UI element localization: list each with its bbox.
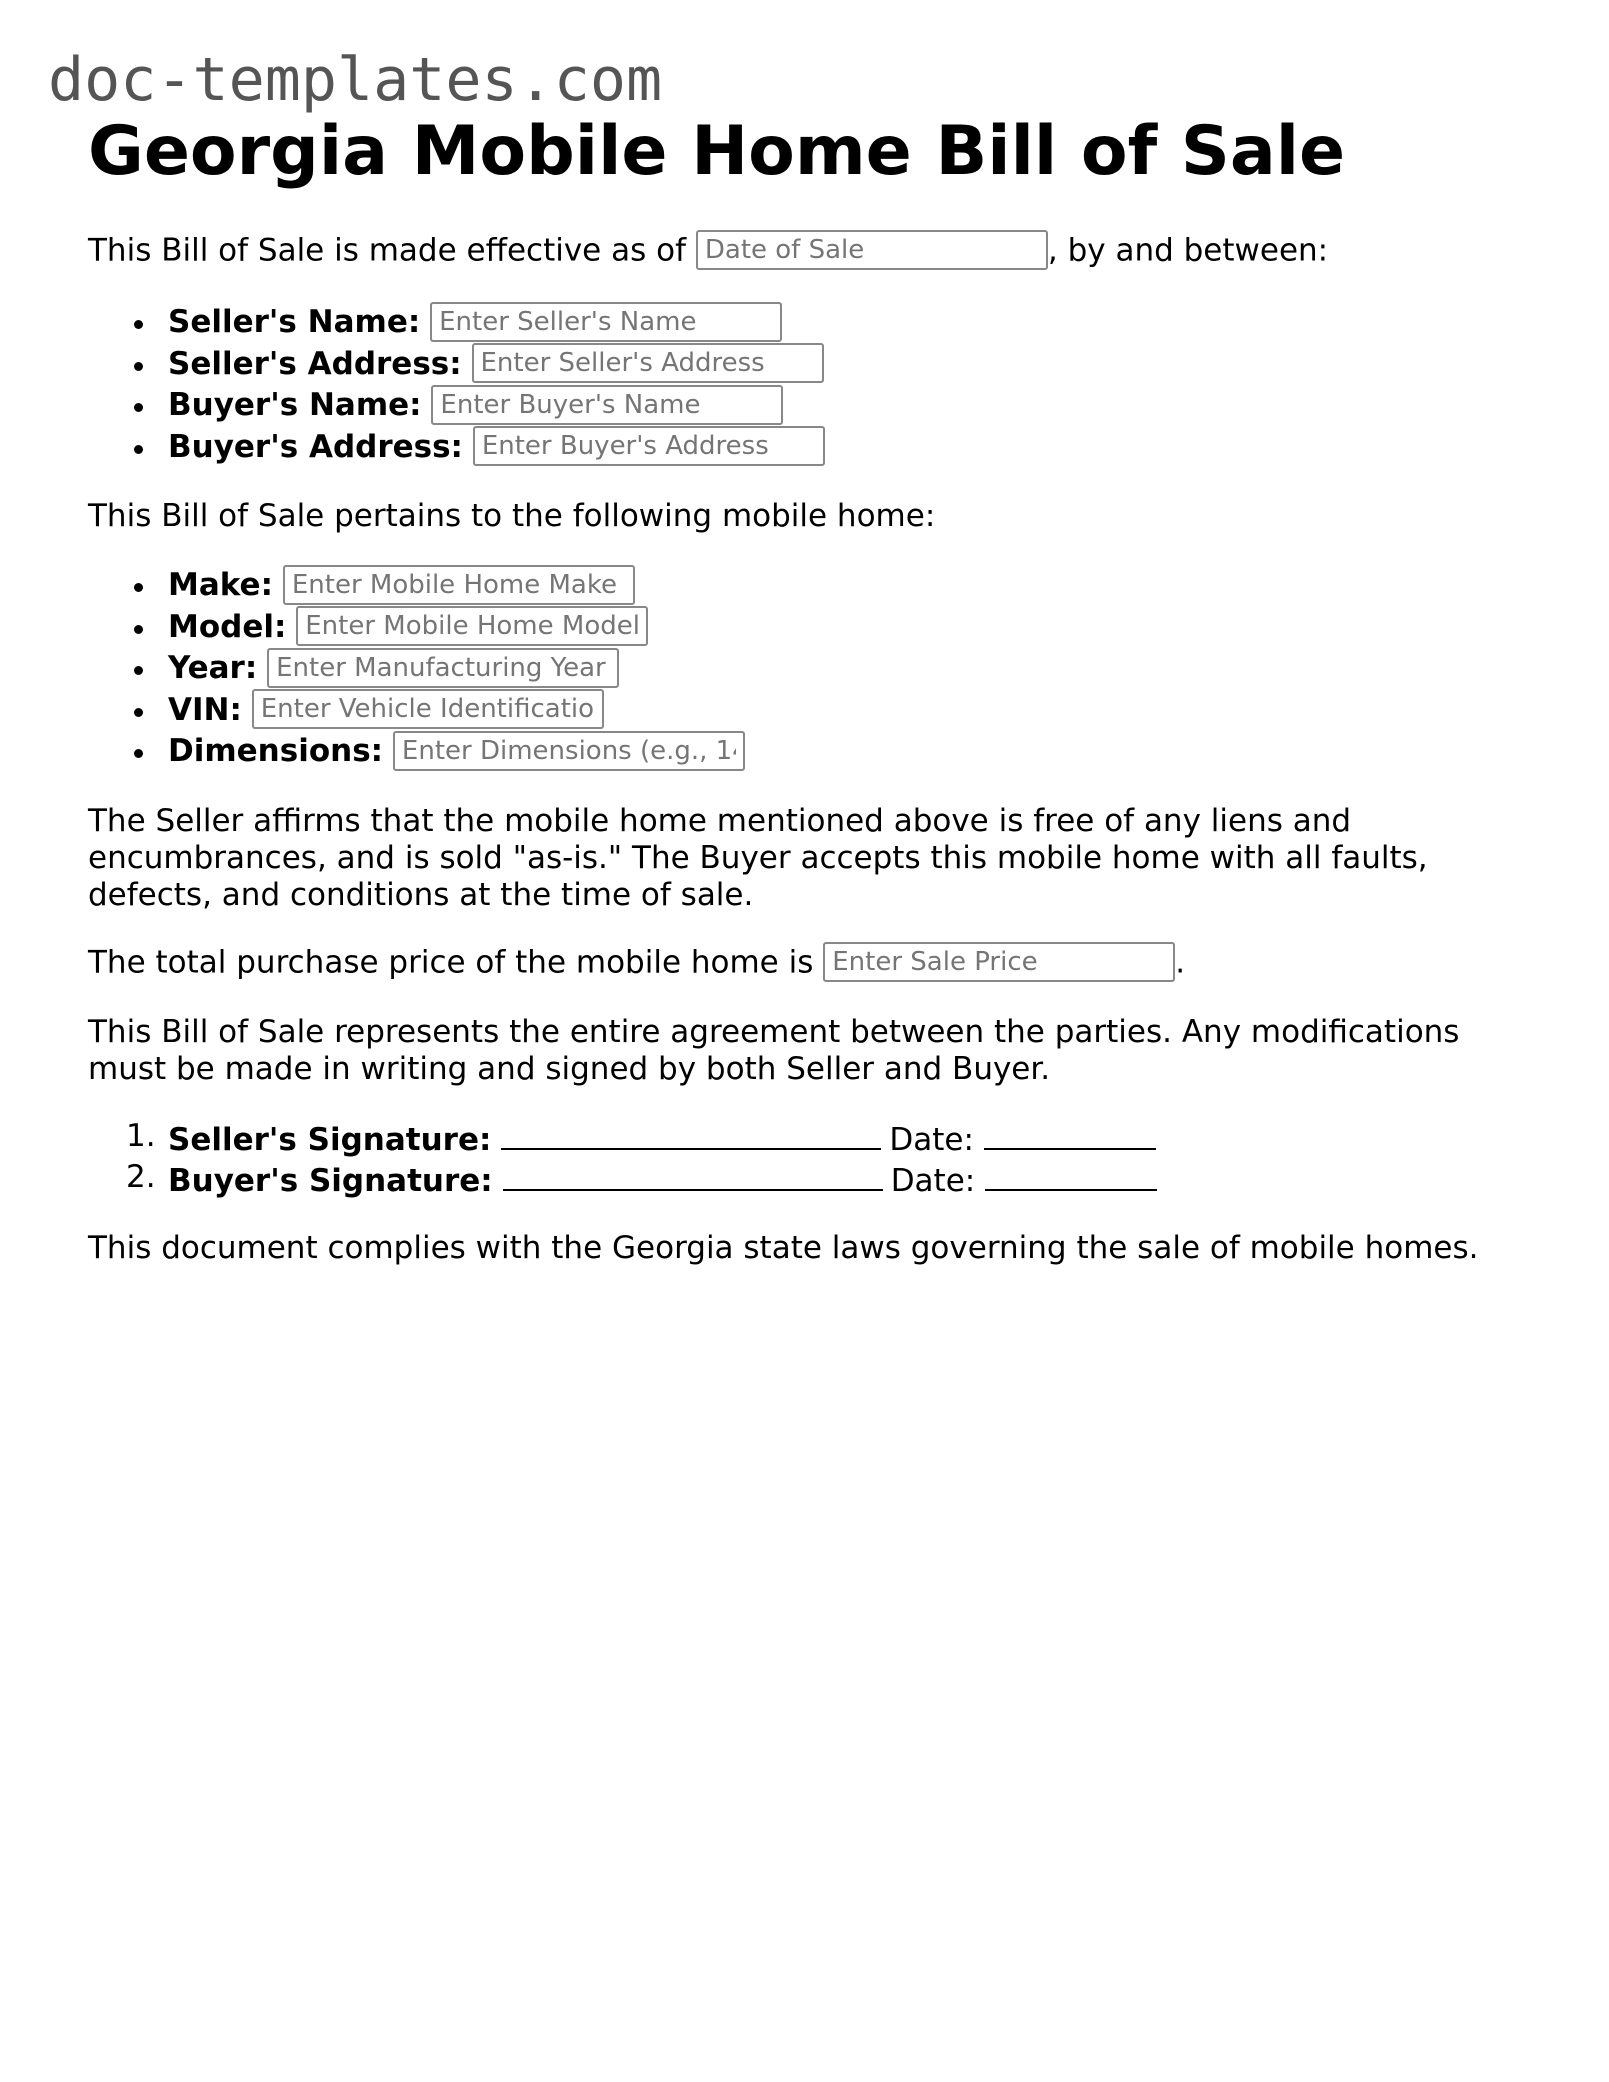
affirm-text: The Seller affirms that the mobile home mentioned above is free of any liens and encumbrances, and is sold "as-is." The Buyer accepts this mobile home with all faults, defects, and conditions at the time of sale.	[88, 802, 1428, 913]
model-label: Model:	[168, 608, 287, 645]
list-item	[88, 731, 1528, 773]
list-item	[88, 385, 1528, 427]
pertains-text: This Bill of Sale pertains to the following mobile home:	[88, 498, 936, 534]
buyer-name-field[interactable]	[431, 385, 783, 425]
list-item	[88, 565, 1528, 607]
list-item	[88, 648, 1528, 690]
dimensions-label: Dimensions:	[168, 733, 384, 769]
seller-signature-line[interactable]	[501, 1118, 881, 1150]
price-sentence	[88, 944, 1528, 984]
seller-date-line[interactable]	[984, 1118, 1156, 1150]
list-number: 2.	[126, 1158, 156, 1195]
list-item	[88, 344, 1528, 386]
intro-text-after: , by and between:	[1047, 232, 1329, 269]
date-of-sale-field[interactable]	[696, 230, 1048, 270]
list-item	[88, 302, 1528, 344]
intro-text: This Bill of Sale is made effective as of	[88, 232, 686, 269]
list-item	[88, 690, 1528, 732]
list-item	[88, 427, 1528, 469]
price-text: The total purchase price of the mobile home is	[88, 944, 814, 980]
buyer-signature-line[interactable]	[503, 1159, 883, 1191]
vin-field[interactable]	[252, 689, 604, 729]
mobile-home-list	[88, 565, 1528, 773]
entire-agreement-text: This Bill of Sale represents the entire agreement between the parties. Any modifications must be made in writing and signed by both Seller and Buyer.	[88, 1013, 1460, 1087]
intro-sentence	[88, 232, 1528, 272]
buyer-address-label: Buyer's Address:	[168, 428, 463, 465]
compliance-text: This document complies with the Georgia state laws governing the sale of mobile homes.	[88, 1229, 1479, 1266]
vin-label: VIN:	[168, 691, 242, 728]
buyer-name-label: Buyer's Name:	[168, 387, 422, 423]
list-item	[88, 1118, 1528, 1159]
seller-signature-label: Seller's Signature:	[168, 1121, 492, 1158]
list-item	[88, 1159, 1528, 1200]
list-number: 1.	[126, 1117, 156, 1154]
page-title: Georgia Mobile Home Bill of Sale	[88, 112, 1346, 191]
seller-name-field[interactable]	[430, 302, 782, 342]
year-label: Year:	[168, 650, 258, 686]
signature-list	[88, 1118, 1528, 1200]
seller-name-label: Seller's Name:	[168, 304, 421, 340]
buyer-date-line[interactable]	[985, 1159, 1157, 1191]
sale-price-field[interactable]	[823, 942, 1175, 982]
make-field[interactable]	[283, 565, 635, 605]
buyer-address-field[interactable]	[473, 426, 825, 466]
seller-address-field[interactable]	[472, 343, 824, 383]
watermark-logo: doc-templates.com	[48, 45, 663, 115]
seller-address-label: Seller's Address:	[168, 345, 462, 382]
year-field[interactable]	[267, 648, 619, 688]
model-field[interactable]	[296, 606, 648, 646]
buyer-signature-label: Buyer's Signature:	[168, 1162, 493, 1199]
parties-list	[88, 302, 1528, 468]
make-label: Make:	[168, 567, 273, 603]
document-body	[88, 112, 1528, 1267]
seller-date-label: Date:	[889, 1121, 974, 1158]
list-item	[88, 607, 1528, 649]
buyer-date-label: Date:	[890, 1162, 976, 1199]
dimensions-field[interactable]	[393, 731, 745, 771]
price-text-after: .	[1175, 944, 1186, 980]
